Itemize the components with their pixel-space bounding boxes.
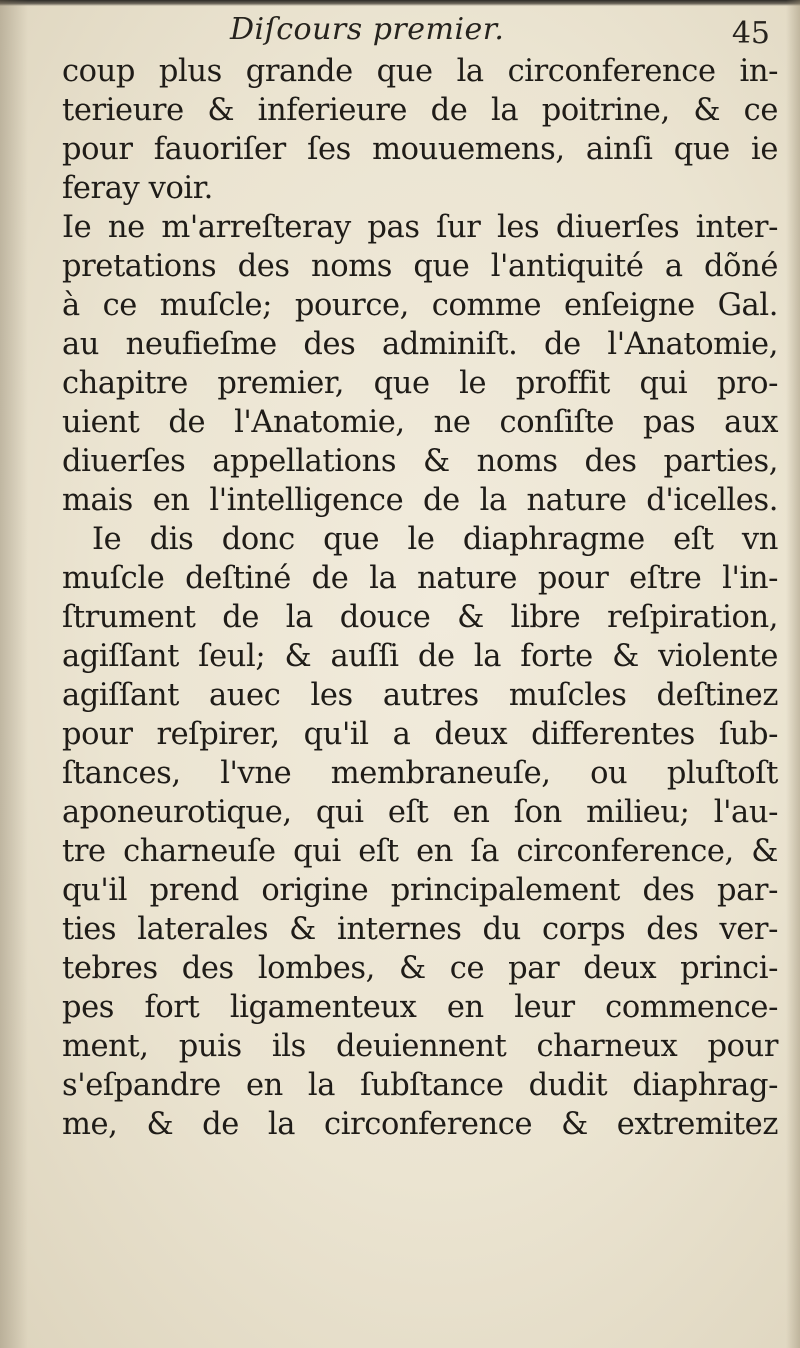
running-head: Diſcours premier. — [230, 12, 505, 47]
text-line: me, & de la circonference & extremitez — [62, 1107, 778, 1142]
text-line: Ie ne m'arreſteray pas ſur les diuerſes inter- — [62, 210, 778, 245]
text-line: ſtances, l'vne membraneuſe, ou pluſtoſt — [62, 756, 778, 791]
text-line: à ce muſcle; pource, comme enſeigne Gal. — [62, 288, 778, 323]
text-line: qu'il prend origine principalement des par- — [62, 873, 778, 908]
text-line: coup plus grande que la circonference in- — [62, 54, 778, 89]
text-line: Ie dis donc que le diaphragme eſt vn — [92, 522, 778, 557]
text-line: ſtrument de la douce & libre reſpiration, — [62, 600, 778, 635]
text-line: tebres des lombes, & ce par deux princi- — [62, 951, 778, 986]
body-text — [62, 52, 778, 1144]
text-line: uient de l'Anatomie, ne conſiſte pas aux — [62, 405, 778, 440]
text-line: agiſſant auec les autres muſcles deſtinez — [62, 678, 778, 713]
text-line: s'eſpandre en la ſubſtance dudit diaphrag- — [62, 1068, 778, 1103]
text-line: pour fauoriſer ſes mouuemens, ainſi que ie — [62, 132, 778, 167]
text-line: muſcle deſtiné de la nature pour eſtre l'in- — [62, 561, 778, 596]
text-line: agiſſant ſeul; & auſſi de la forte & violente — [62, 639, 778, 674]
page-number: 45 — [731, 16, 770, 51]
text-line: tre charneuſe qui eſt en ſa circonference, & — [62, 834, 778, 869]
text-line: ment, puis ils deuiennent charneux pour — [62, 1029, 778, 1064]
text-line: feray voir. — [62, 171, 213, 206]
text-line: terieure & inferieure de la poitrine, & ce — [62, 93, 778, 128]
text-line: pes fort ligamenteux en leur commence- — [62, 990, 778, 1025]
text-line: diuerſes appellations & noms des parties, — [62, 444, 778, 479]
text-line: au neufieſme des adminiſt. de l'Anatomie, — [62, 327, 778, 362]
page-top-edge — [0, 0, 800, 6]
page-header — [60, 10, 770, 54]
text-line: ties laterales & internes du corps des ver- — [62, 912, 778, 947]
text-line: pretations des noms que l'antiquité a dõné — [62, 249, 778, 284]
text-line: mais en l'intelligence de la nature d'icelles. — [62, 483, 778, 518]
text-line: chapitre premier, que le proffit qui pro- — [62, 366, 778, 401]
page-fore-edge — [786, 0, 800, 1348]
page-gutter-shadow — [0, 0, 28, 1348]
text-line: aponeurotique, qui eſt en ſon milieu; l'au- — [62, 795, 778, 830]
text-line: pour reſpirer, qu'il a deux differentes ſub- — [62, 717, 778, 752]
